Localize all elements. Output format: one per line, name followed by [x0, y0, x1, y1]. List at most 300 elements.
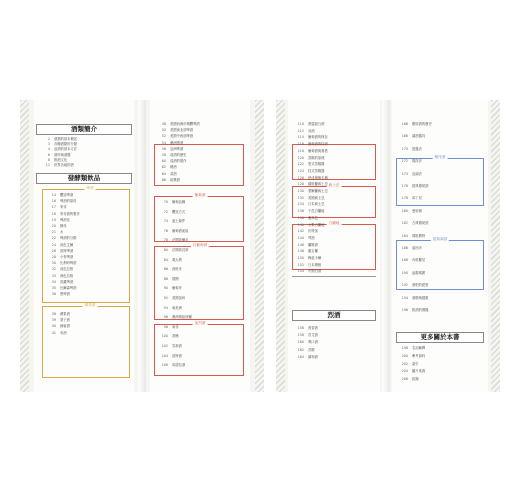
page-number: 35 — [51, 286, 56, 290]
toc-entry[interactable] — [294, 269, 321, 273]
toc-entry[interactable] — [158, 210, 185, 214]
toc-entry[interactable] — [156, 122, 200, 126]
toc-entry[interactable] — [294, 326, 318, 330]
page-number: 146 — [297, 242, 304, 247]
toc-entry[interactable] — [158, 219, 185, 223]
toc-entry[interactable] — [294, 243, 318, 247]
toc-entry[interactable] — [46, 193, 73, 197]
toc-entry[interactable] — [40, 158, 67, 162]
page-number: 34 — [51, 279, 56, 284]
toc-entry[interactable] — [398, 134, 425, 138]
entry-title: 馬丁尼 — [412, 196, 422, 201]
toc-entry[interactable] — [398, 196, 422, 200]
entry-title: 燒酒 — [170, 165, 177, 170]
entry-title: 中國白酒 — [308, 269, 322, 274]
page-number: 20 — [51, 224, 56, 228]
page-number: 41 — [51, 330, 56, 335]
toc-entry[interactable] — [40, 163, 74, 167]
toc-entry[interactable] — [398, 122, 432, 126]
page-3-column — [288, 100, 380, 392]
section-title-spirits: 烈酒 — [292, 310, 376, 321]
entry-title: 葡萄牙 — [172, 286, 182, 291]
toc-entry[interactable] — [294, 355, 318, 359]
page-number: 33 — [51, 273, 56, 278]
tag-beer: 啤酒 — [86, 186, 94, 190]
page-number: 40 — [51, 324, 56, 329]
page-number: 122 — [297, 162, 304, 167]
toc-entry[interactable] — [158, 238, 188, 242]
toc-entry[interactable] — [294, 156, 324, 160]
entry-title: 愛爾蘭威士忌 — [308, 189, 328, 193]
entry-title: 曼哈頓 — [412, 208, 422, 213]
page-1-column — [34, 100, 134, 392]
toc-entry[interactable] — [294, 256, 321, 260]
page-3-stripe — [276, 100, 285, 392]
page-number: 104 — [161, 353, 168, 358]
page-number: 3 — [47, 142, 50, 147]
toc-entry[interactable] — [398, 369, 425, 373]
entry-title: 水果白蘭地 — [308, 222, 325, 227]
page-number: 50 — [161, 128, 166, 133]
toc-entry[interactable] — [46, 312, 70, 316]
toc-entry[interactable] — [294, 129, 315, 133]
page-number: 182 — [401, 221, 408, 226]
tag-fortified: 加烈酒 — [194, 321, 206, 325]
toc-entry[interactable] — [294, 176, 328, 180]
toc-entry[interactable] — [46, 274, 73, 278]
cider-box — [42, 306, 130, 378]
page-number: 30 — [51, 261, 56, 266]
page-number: 36 — [51, 292, 56, 297]
tag-classic: 經典調酒 — [432, 237, 448, 241]
toc-entry[interactable] — [398, 209, 422, 213]
entry-title: 梨子酒 — [60, 318, 70, 323]
page-number: 142 — [297, 229, 304, 234]
toc-entry[interactable] — [46, 261, 76, 265]
page-1 — [20, 100, 138, 392]
toc-entry[interactable] — [156, 141, 183, 145]
toc-entry[interactable] — [156, 178, 180, 182]
toc-entry[interactable] — [398, 308, 428, 312]
toc-entry[interactable] — [46, 255, 73, 259]
toc-entry[interactable] — [46, 318, 70, 322]
page-4-column — [392, 100, 488, 392]
page-number: 202 — [401, 361, 408, 366]
entry-title: 西班牙 — [172, 267, 182, 272]
toc-entry[interactable] — [294, 216, 318, 220]
toc-entry[interactable] — [158, 296, 185, 300]
page-number: 102 — [161, 344, 168, 348]
fortified-box — [154, 324, 244, 376]
toc-entry[interactable] — [398, 296, 428, 300]
page-number: 90 — [163, 286, 168, 291]
toc-entry[interactable] — [156, 128, 193, 132]
toc-entry[interactable] — [294, 348, 315, 352]
page-number: 206 — [401, 377, 408, 382]
toc-entry[interactable] — [158, 229, 188, 233]
toc-entry[interactable] — [398, 377, 419, 381]
page-number: 132 — [297, 195, 304, 200]
toc-entry[interactable] — [398, 147, 422, 151]
toc-entry[interactable] — [294, 223, 324, 227]
section-divider — [292, 276, 376, 277]
toc-entry[interactable] — [46, 331, 67, 335]
tag-wine: 葡萄酒 — [194, 193, 206, 197]
toc-entry[interactable] — [46, 286, 76, 290]
entry-title: 酒精與健康 — [412, 295, 429, 300]
page-number: 60 — [161, 159, 166, 164]
page-number: 130 — [297, 189, 304, 193]
toc-entry[interactable] — [156, 159, 186, 163]
toc-entry[interactable] — [46, 249, 73, 253]
tag-whisky: 威士忌 — [328, 183, 340, 187]
entry-title: 飲酒的禮儀 — [412, 308, 429, 312]
entry-title: 紹興酒 — [170, 177, 180, 182]
page-number: 168 — [401, 134, 408, 139]
toc-entry[interactable] — [46, 243, 73, 247]
page-4 — [390, 100, 500, 392]
page-number: 94 — [163, 305, 168, 310]
entry-title: 黑啤酒 — [60, 292, 70, 297]
toc-entry[interactable] — [398, 354, 425, 358]
entry-title: 內格羅尼 — [412, 258, 426, 263]
page-number: 48 — [161, 122, 166, 126]
page-number: 88 — [163, 276, 168, 281]
toc-entry[interactable] — [398, 258, 425, 262]
toc-entry[interactable] — [40, 142, 77, 146]
entry-title: 美國加州 — [172, 296, 186, 300]
toc-entry[interactable] — [294, 142, 328, 146]
page-2 — [146, 100, 264, 392]
page-number: 196 — [401, 308, 408, 312]
toc-entry[interactable] — [398, 184, 428, 188]
entry-title: 清酒的歷史 — [170, 153, 187, 157]
page-2-column — [150, 100, 250, 392]
toc-entry[interactable] — [40, 147, 77, 151]
toc-entry[interactable] — [46, 212, 80, 216]
toc-entry[interactable] — [156, 165, 177, 169]
toc-entry[interactable] — [294, 122, 324, 126]
toc-entry[interactable] — [398, 271, 425, 275]
entry-title: 麥芽 — [60, 205, 67, 210]
page-1-stripe — [20, 100, 29, 392]
entry-title: 香檳 — [172, 334, 179, 339]
page-number: 80 — [163, 248, 168, 252]
page-number: 52 — [161, 134, 166, 139]
toc-entry[interactable] — [158, 315, 192, 319]
entry-title: 葡萄品種 — [172, 200, 186, 204]
page-number: 176 — [401, 184, 408, 188]
entry-title: 伏特加 — [308, 229, 318, 234]
toc-entry[interactable] — [46, 324, 70, 328]
tag-cider: 蘋果酒 — [84, 303, 96, 307]
toc-entry[interactable] — [158, 325, 179, 329]
entry-title: 澳洲與紐西蘭 — [172, 315, 192, 320]
toc-entry[interactable] — [158, 363, 185, 367]
toc-entry[interactable] — [156, 172, 177, 176]
toc-entry[interactable] — [156, 147, 183, 151]
toc-entry[interactable] — [46, 292, 70, 296]
page-number: 118 — [297, 148, 304, 153]
entry-title: 血腥瑪麗 — [412, 270, 426, 275]
entry-title: 利口酒 — [308, 340, 318, 345]
toc-entry[interactable] — [158, 334, 179, 338]
entry-title: 貴腐甜白酒 — [308, 122, 325, 126]
entry-title: 日本威士忌 — [308, 202, 325, 207]
page-number: 8 — [47, 157, 50, 162]
page-number: 184 — [401, 233, 408, 238]
entry-title: 水 — [60, 230, 64, 235]
entry-title: 調和酒 — [308, 354, 318, 359]
entry-title: 窖藏啤酒 — [60, 279, 74, 284]
toc-entry[interactable] — [40, 153, 70, 157]
page-number: 190 — [401, 270, 408, 275]
page-number: 156 — [297, 326, 304, 330]
entry-title: 葡萄酒的侍酒 — [308, 142, 328, 147]
toc-entry[interactable] — [294, 236, 315, 240]
entry-title: 啤酒花 — [60, 217, 70, 222]
entry-title: 南美洲 — [172, 305, 182, 310]
page-number: 19 — [51, 217, 56, 222]
entry-title: 亞洲啤酒 — [170, 146, 184, 151]
toc-entry[interactable] — [398, 283, 428, 287]
page-number: 78 — [163, 238, 168, 243]
page-number: 22 — [51, 236, 56, 241]
entry-title: 雞尾酒的歷史 — [412, 122, 432, 126]
entry-title: 壺式蒸餾器 — [308, 162, 325, 167]
entry-title: 琴酒 — [308, 235, 315, 240]
toc-entry[interactable] — [158, 306, 182, 310]
toc-entry[interactable] — [294, 162, 324, 166]
toc-entry[interactable] — [398, 362, 419, 366]
entry-title: 調酒器具 — [412, 134, 426, 139]
entry-title: 苦艾酒 — [308, 333, 318, 338]
page-number: 162 — [297, 347, 304, 352]
entry-title: 雅馬邑 — [308, 215, 318, 220]
page-number: 62 — [161, 165, 166, 170]
page-number: 14 — [51, 193, 56, 197]
toc-entry[interactable] — [398, 246, 422, 250]
page-number: 21 — [51, 230, 56, 235]
page-number: 164 — [297, 354, 304, 359]
toc-entry[interactable] — [294, 209, 324, 213]
toc-entry[interactable] — [158, 200, 185, 204]
page-number: 128 — [297, 182, 304, 187]
page-number: 110 — [297, 122, 304, 126]
page-number: 100 — [161, 334, 168, 339]
page-number: 84 — [163, 257, 168, 262]
toc-entry[interactable] — [158, 267, 182, 271]
toc-entry[interactable] — [46, 236, 76, 240]
entry-title: 各種酒類的分類 — [54, 142, 78, 147]
entry-title: 澳洲啤酒 — [170, 140, 184, 145]
toc-entry[interactable] — [294, 149, 328, 153]
page-number: 106 — [161, 363, 168, 368]
entry-title: 柱式蒸餾器 — [308, 168, 325, 173]
entry-title: 圖片來源 — [412, 369, 426, 374]
entry-title: 米酒 — [60, 330, 67, 335]
toc-entry[interactable] — [294, 189, 328, 193]
entry-title: 品酒的基本方法 — [54, 147, 78, 152]
toc-entry[interactable] — [398, 346, 425, 350]
entry-title: 攪拌法 — [412, 159, 422, 164]
page-number: 26 — [51, 248, 56, 253]
section-title-intro: 酒類簡介 — [36, 124, 132, 135]
entry-title: 深色拉格 — [60, 273, 74, 278]
toc-entry[interactable] — [46, 280, 73, 284]
entry-title: 小麥啤酒 — [60, 255, 74, 259]
section-title-more: 更多關於本書 — [396, 332, 484, 343]
page-number: 66 — [161, 177, 166, 182]
toc-entry[interactable] — [294, 249, 318, 253]
page-number: 116 — [297, 142, 304, 147]
toc-entry[interactable] — [156, 153, 186, 157]
page-number: 180 — [401, 208, 408, 213]
page-number: 172 — [401, 159, 408, 164]
entry-title: 致謝 — [412, 377, 419, 382]
entry-title: 干邑白蘭地 — [308, 209, 325, 214]
entry-title: 美國中西部啤酒 — [170, 134, 194, 139]
entry-title: 酒吧的經營 — [412, 283, 429, 288]
entry-title: 古典雞尾酒 — [412, 221, 429, 226]
toc-entry[interactable] — [158, 344, 182, 348]
entry-title: 酵母 — [60, 224, 67, 228]
page-number: 56 — [161, 146, 166, 151]
page-number: 32 — [51, 267, 56, 272]
entry-title: 美國威士忌 — [308, 195, 325, 200]
page-number: 166 — [401, 122, 408, 126]
toc-entry[interactable] — [156, 134, 193, 138]
toc-entry[interactable] — [398, 221, 428, 225]
entry-title: 日本燒酎 — [308, 262, 322, 267]
toc-entry[interactable] — [398, 234, 425, 238]
page-number: 174 — [401, 171, 408, 176]
toc-entry[interactable] — [158, 286, 182, 290]
page-number: 150 — [297, 256, 304, 260]
toc-entry[interactable] — [46, 224, 67, 228]
entry-title: 馬德拉酒 — [172, 363, 186, 368]
entry-title: 德國 — [172, 276, 179, 281]
page-number: 138 — [297, 215, 304, 220]
toc-entry[interactable] — [158, 354, 182, 358]
entry-title: 冰酒 — [308, 128, 315, 133]
toc-entry[interactable] — [158, 248, 188, 252]
toc-entry[interactable] — [294, 182, 328, 186]
toc-entry[interactable] — [40, 137, 77, 141]
page-number: 186 — [401, 246, 408, 250]
page-number: 39 — [51, 318, 56, 323]
toc-entry[interactable] — [46, 199, 76, 203]
entry-title: 茴香酒 — [308, 326, 318, 330]
tag-brandy: 白蘭地 — [328, 221, 340, 225]
page-number: 136 — [297, 209, 304, 214]
toc-entry[interactable] — [158, 258, 182, 262]
toc-entry[interactable] — [294, 196, 324, 200]
page-4-stripe — [491, 100, 500, 392]
entry-title: 酒杯與酒器 — [54, 152, 71, 157]
entry-title: 蘇格蘭威士忌 — [308, 182, 328, 187]
toc-entry[interactable] — [294, 333, 318, 337]
entry-title: 美國東北部啤酒 — [170, 128, 194, 133]
entry-title: 梅茲卡爾 — [308, 256, 322, 260]
entry-title: 淡色艾爾 — [60, 242, 74, 247]
entry-title: 直調法 — [412, 171, 422, 176]
entry-title: 波特啤酒 — [60, 248, 74, 253]
page-number: 54 — [161, 140, 166, 145]
page-number: 120 — [297, 155, 304, 160]
entry-title: 蜂蜜酒 — [60, 324, 70, 329]
entry-title: 啤酒的分類 — [60, 236, 77, 241]
entry-title: 熟成與橡木桶 — [308, 175, 328, 180]
entry-title: 波特酒 — [172, 353, 182, 358]
page-number: 134 — [297, 202, 304, 207]
entry-title: 南非 — [172, 324, 179, 329]
page-number: 158 — [297, 333, 304, 338]
toc-entry[interactable] — [294, 229, 318, 233]
entry-title: 淡色拉格 — [60, 267, 74, 272]
toc-entry[interactable] — [46, 205, 67, 209]
section-title-fermented: 發酵類飲品 — [36, 173, 132, 184]
entry-title: 葡萄酒產區 — [172, 228, 189, 233]
page-number: 124 — [297, 168, 304, 173]
page-number: 194 — [401, 295, 408, 300]
toc-entry[interactable] — [398, 172, 422, 176]
toc-entry[interactable] — [46, 267, 73, 271]
page-number: 148 — [297, 249, 304, 254]
entry-title: 搖盪法 — [412, 146, 422, 151]
page-number: 200 — [401, 353, 408, 358]
tag-red: 紅葡萄酒 — [192, 243, 208, 247]
entry-title: 參考資料 — [412, 353, 426, 358]
entry-title: 法國勃艮第 — [172, 248, 189, 252]
toc-entry[interactable] — [158, 277, 179, 281]
toc-entry[interactable] — [294, 202, 324, 206]
page-number: 96 — [163, 315, 168, 320]
page-number: 6 — [47, 152, 50, 157]
page-number: 188 — [401, 258, 408, 263]
toc-entry[interactable] — [294, 169, 324, 173]
entry-title: 美國西海岸精釀啤酒 — [170, 122, 200, 126]
entry-title: 飲酒文化 — [54, 157, 68, 162]
page-3 — [276, 100, 382, 392]
page-number: 86 — [163, 267, 168, 272]
toc-entry[interactable] — [294, 135, 328, 139]
entry-title: 名詞解釋 — [412, 346, 426, 350]
entry-title: 索引 — [412, 361, 419, 366]
page-number: 24 — [51, 242, 56, 247]
toc-entry[interactable] — [398, 159, 422, 163]
entry-title: 清酒的製作 — [170, 159, 187, 164]
toc-entry[interactable] — [294, 263, 321, 267]
page-number: 58 — [161, 153, 166, 157]
entry-title: 釀造方式 — [172, 209, 186, 214]
page-number: 70 — [163, 200, 168, 204]
entry-title: 經典雞尾酒 — [412, 184, 429, 188]
entry-title: 啤酒的原料 — [60, 199, 77, 204]
page-number: 72 — [163, 209, 168, 214]
page-number: 204 — [401, 369, 408, 374]
entry-title: 風土條件 — [172, 219, 186, 224]
page-number: 178 — [401, 196, 408, 201]
toc-entry[interactable] — [46, 230, 63, 234]
entry-title: 麥芽酒的製作 — [60, 211, 80, 216]
toc-entry[interactable] — [46, 218, 70, 222]
toc-entry[interactable] — [294, 340, 318, 344]
tag-cocktail: 雞尾酒 — [434, 155, 446, 159]
entry-title: 法國波爾多 — [172, 238, 189, 243]
page-number: 98 — [163, 324, 168, 329]
entry-title: 葡萄酒的保存 — [308, 135, 328, 140]
